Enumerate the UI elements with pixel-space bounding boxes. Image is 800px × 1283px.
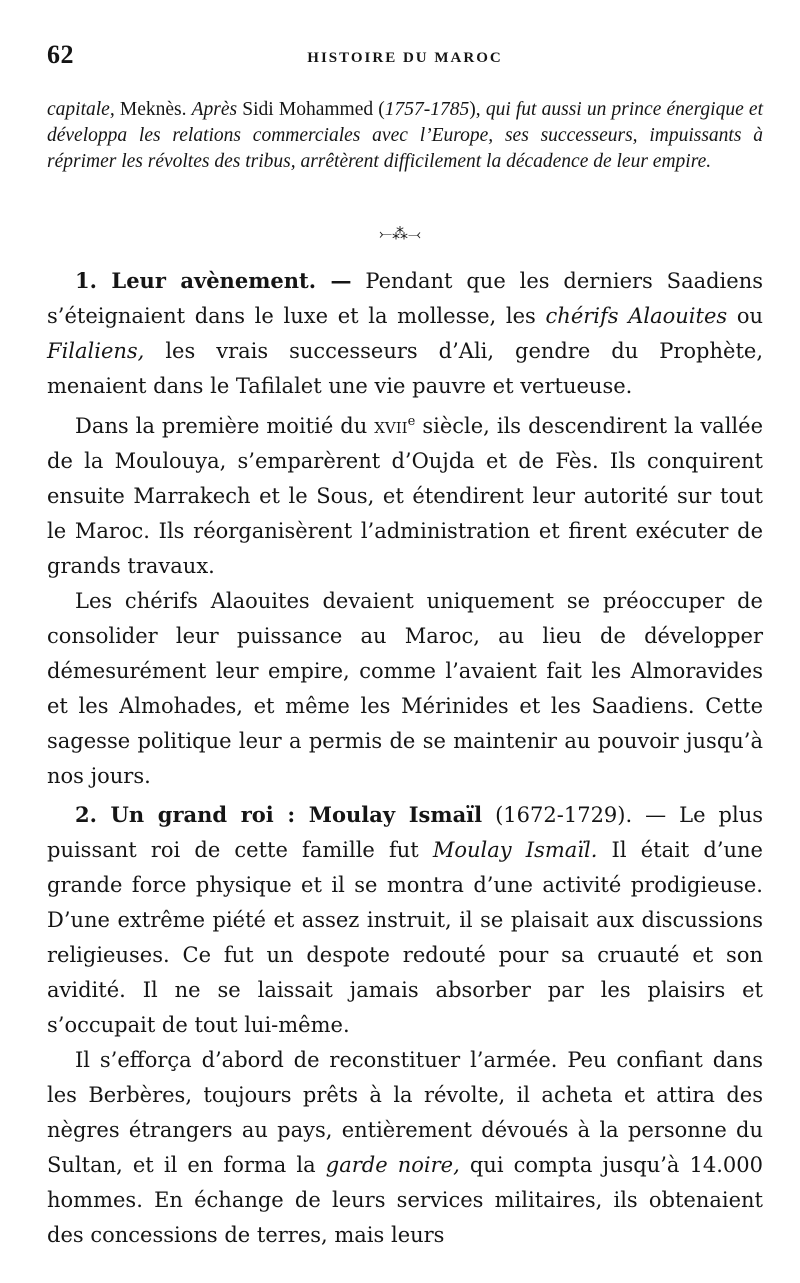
paragraph-text: Dans la première moitié du (75, 414, 375, 438)
running-title: HISTOIRE DU MAROC (307, 50, 503, 66)
intro-text-4: Sidi Mohammed ( (237, 99, 385, 120)
paragraph-text: Le plus puissant roi de cette famille fut (47, 803, 763, 862)
section-heading: 1. Leur avènement. — (75, 268, 352, 293)
intro-text-7: qui fut aussi un prince énergique et développa les relations commerciales avec l’Europe, ses successeurs, impuissants à réprimer les révoltes des tribus, arrêtèrent difficilement la décadence de leur empire. (47, 99, 763, 172)
section-ornament: ⤚⁂⤙ (379, 224, 421, 243)
intro-text-2: Meknès. (114, 99, 192, 120)
paragraph-text: siècle, ils descendirent la vallée de la Moulouya, s’emparèrent d’Oujda et de Fès. Ils conquirent ensuite Marrakech et le Sous, et étendirent leur autorité sur tout le Maroc. Ils réorganisèrent l’administration et firent exécuter de grands travaux. (47, 414, 763, 578)
page-header (47, 40, 763, 74)
emphasis-text: Filaliens, (47, 339, 145, 363)
section-dates: (1672-1729). — (482, 803, 667, 827)
paragraph (47, 1043, 763, 1253)
intro-paragraph (47, 97, 763, 175)
section-leur-avenement (47, 263, 763, 794)
century-numeral: xvii (374, 414, 408, 438)
paragraph (47, 263, 763, 404)
emphasis-text: chérifs Alaouites (545, 304, 728, 328)
paragraph-text: les vrais successeurs d’Ali, gendre du Prophète, menaient dans le Tafilalet une vie pauvre et vertueuse. (47, 339, 763, 398)
intro-text-1: capitale, (47, 99, 115, 120)
emphasis-text: garde noire, (325, 1153, 460, 1177)
page-number: 62 (47, 40, 74, 69)
paragraph-text: qui compta jusqu’à 14.000 hommes. En échange de leurs services militaires, ils obtenaient des concessions de terres, mais leurs (47, 1153, 763, 1247)
paragraph-text: ou (727, 304, 764, 328)
paragraph-text: Il était d’une grande force physique et il se montra d’une activité prodigieuse. D’une extrême piété et assez instruit, il se plaisait aux discussions religieuses. Ce fut un despote redouté pour sa cruauté et son avidité. Il ne se laissait jamais absorber par les plaisirs et s’occupait de tout lui-même. (47, 838, 763, 1037)
section-heading: 2. Un grand roi : Moulay Ismaïl (75, 802, 483, 827)
emphasis-text: Moulay Ismaïl. (432, 838, 598, 862)
paragraph: Les chérifs Alaouites devaient uniquement se préoccuper de consolider leur puissance au Maroc, au lieu de développer démesurément leur empire, comme l’avaient fait les Almoravides et les Almohades, et même les Mérinides et les Saadiens. Cette sagesse politique leur a permis de se maintenir au pouvoir jusqu’à nos jours. (47, 589, 763, 788)
superscript: e (407, 414, 416, 429)
paragraph (47, 797, 763, 1043)
paragraph (47, 404, 763, 584)
intro-text-6: ), (469, 99, 486, 120)
paragraph-text: Pendant que les derniers Saadiens s’éteignaient dans le luxe et la mollesse, les (47, 269, 763, 328)
intro-text-5: 1757-1785 (384, 99, 470, 120)
paragraph-text: Il s’efforça d’abord de reconstituer l’armée. Peu confiant dans les Berbères, toujours prêts à la révolte, il acheta et attira des nègres étrangers au pays, entièrement dévoués à la personne du Sultan, et il en forma la (47, 1048, 763, 1177)
section-moulay-ismail (47, 797, 763, 1253)
intro-text-3: Après (191, 99, 238, 120)
